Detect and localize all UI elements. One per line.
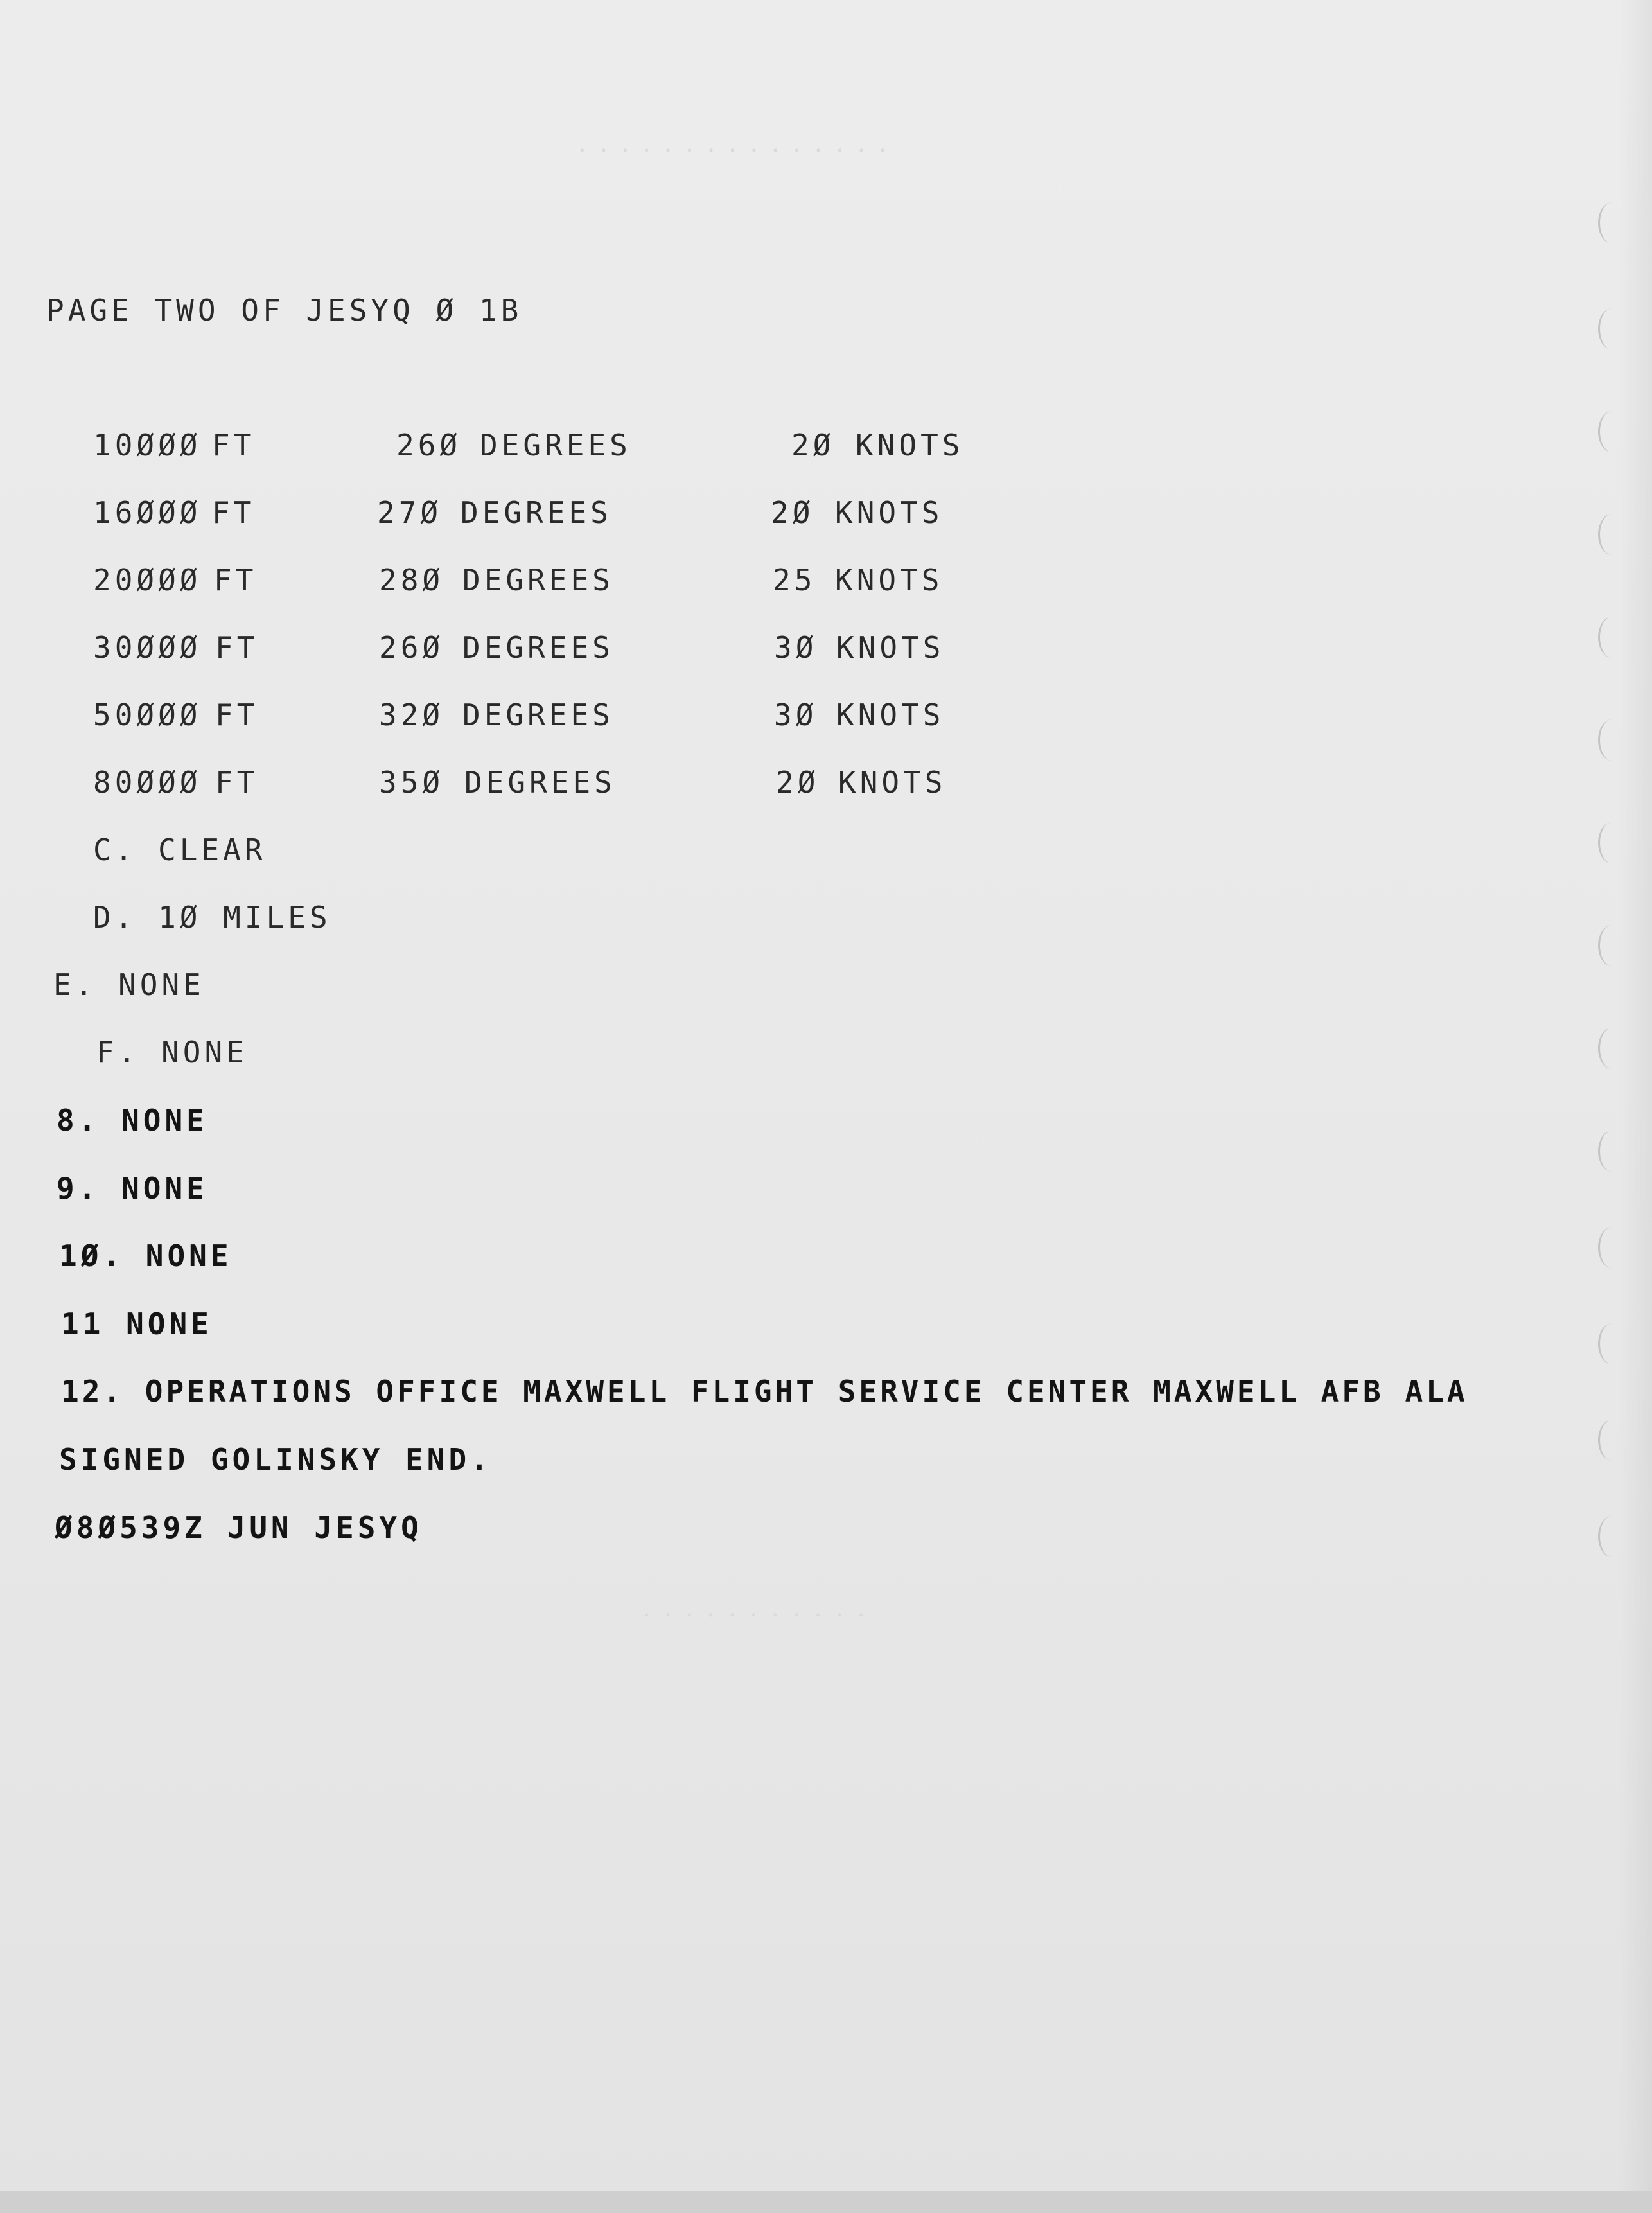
bleed-through-text: . . . . . . . . . . . . . . . (578, 128, 890, 158)
altitude-unit: FT (212, 495, 256, 530)
altitude-unit: FT (215, 630, 259, 665)
speed-unit: KNOTS (838, 765, 947, 800)
direction-unit: DEGREES (461, 495, 612, 530)
signature-line: SIGNED GOLINSKY END. (59, 1442, 492, 1477)
item-c: C. CLEAR (93, 833, 267, 867)
speed-unit: KNOTS (856, 428, 964, 463)
direction-value: 27Ø (377, 495, 443, 530)
page-edge-shadow (1619, 0, 1652, 2213)
speed-value: 2Ø (771, 495, 814, 530)
altitude-value: 80ØØØ (93, 765, 202, 800)
speed-value: 3Ø (774, 630, 818, 665)
direction-unit: DEGREES (462, 630, 614, 665)
speed-value: 2Ø (776, 765, 820, 800)
page-bottom-edge (0, 2191, 1652, 2213)
direction-unit: DEGREES (464, 765, 616, 800)
bleed-through-text: . . . . . . . . . . . (642, 1593, 868, 1623)
altitude-value: 30ØØØ (93, 630, 202, 665)
direction-value: 32Ø (379, 698, 444, 732)
altitude-unit: FT (214, 563, 258, 597)
speed-unit: KNOTS (835, 495, 944, 530)
item-11: 11 NONE (61, 1307, 213, 1341)
speed-value: 3Ø (774, 698, 818, 732)
page-header: PAGE TWO OF JESYQ Ø 1B (46, 293, 523, 328)
direction-value: 26Ø (379, 630, 444, 665)
direction-unit: DEGREES (462, 698, 614, 732)
item-e: E. NONE (53, 967, 205, 1002)
altitude-value: 16ØØØ (93, 495, 202, 530)
item-10: 1Ø. NONE (59, 1239, 233, 1273)
direction-value: 26Ø (396, 428, 462, 463)
item-12: 12. OPERATIONS OFFICE MAXWELL FLIGHT SERVICE CENTER MAXWELL AFB ALA (61, 1374, 1468, 1409)
altitude-value: 10ØØØ (93, 428, 202, 463)
direction-value: 35Ø (379, 765, 444, 800)
altitude-value: 20ØØØ (93, 563, 202, 597)
item-9: 9. NONE (57, 1171, 208, 1206)
direction-unit: DEGREES (480, 428, 631, 463)
speed-value: 25 (773, 563, 816, 597)
altitude-unit: FT (215, 765, 259, 800)
item-8: 8. NONE (57, 1103, 208, 1138)
speed-unit: KNOTS (835, 563, 944, 597)
item-d: D. 1Ø MILES (93, 900, 331, 935)
direction-unit: DEGREES (462, 563, 614, 597)
speed-unit: KNOTS (836, 630, 945, 665)
date-time-group: Ø8Ø539Z JUN JESYQ (55, 1510, 423, 1545)
altitude-value: 50ØØØ (93, 698, 202, 732)
altitude-unit: FT (212, 428, 256, 463)
altitude-unit: FT (215, 698, 259, 732)
direction-value: 28Ø (379, 563, 444, 597)
item-f: F. NONE (96, 1035, 248, 1070)
speed-value: 2Ø (791, 428, 835, 463)
speed-unit: KNOTS (836, 698, 945, 732)
